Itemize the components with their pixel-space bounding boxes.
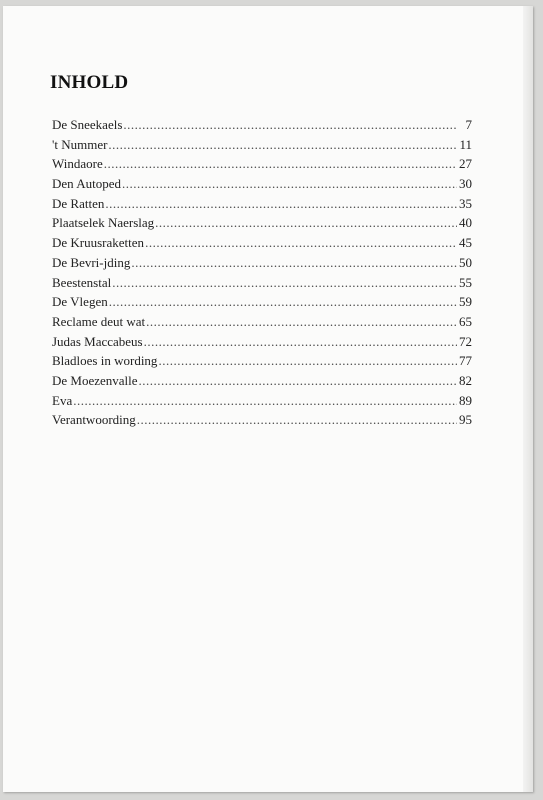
toc-entry-title: De Bevri-jding xyxy=(52,254,131,270)
toc-entry-title: De Vlegen xyxy=(52,294,108,310)
toc-entry-title: De Moezenvalle xyxy=(52,372,138,388)
toc-entry-title: Den Autoped xyxy=(52,176,121,192)
dot-leader xyxy=(155,215,457,231)
dot-leader xyxy=(145,235,457,251)
toc-entry-title: De Kruusraketten xyxy=(52,235,145,251)
toc-entry-title: Windaore xyxy=(52,156,103,172)
toc-entry-title: Reclame deut wat xyxy=(52,313,146,329)
toc-entry-page: 55 xyxy=(459,274,472,290)
dot-leader xyxy=(123,117,457,133)
dot-leader xyxy=(122,176,457,192)
toc-entry-title: 't Nummer xyxy=(52,136,108,152)
toc-entry-title: Bladloes in wording xyxy=(52,353,158,369)
dot-leader xyxy=(73,393,457,409)
toc-entry xyxy=(52,412,472,432)
toc-entry-title: Beestenstal xyxy=(52,274,112,290)
toc-entry xyxy=(52,373,472,393)
toc-entry-title: Verantwoording xyxy=(52,412,136,428)
toc-entry xyxy=(52,215,472,235)
toc-entry xyxy=(52,137,472,157)
toc-entry xyxy=(52,353,472,373)
toc-entry-page: 11 xyxy=(459,136,472,152)
toc-entry-page: 45 xyxy=(459,235,472,251)
toc-entry-title: Eva xyxy=(52,392,73,408)
table-of-contents xyxy=(52,117,472,432)
toc-entry-page: 59 xyxy=(459,294,472,310)
toc-entry-title: De Sneekaels xyxy=(52,117,123,132)
toc-entry xyxy=(52,314,472,334)
dot-leader xyxy=(158,353,457,369)
toc-entry-page: 89 xyxy=(459,392,472,408)
toc-entry xyxy=(52,196,472,216)
dot-leader xyxy=(139,373,457,389)
toc-entry xyxy=(52,117,472,137)
toc-entry xyxy=(52,275,472,295)
dot-leader xyxy=(104,156,457,172)
toc-entry-page: 50 xyxy=(459,254,472,270)
toc-entry-title: De Ratten xyxy=(52,195,105,211)
toc-entry-page: 77 xyxy=(459,353,472,369)
dot-leader xyxy=(131,255,457,271)
dot-leader xyxy=(144,334,457,350)
toc-entry-page: 40 xyxy=(459,215,472,231)
dot-leader xyxy=(105,196,457,212)
toc-entry xyxy=(52,334,472,354)
toc-entry-page: 65 xyxy=(459,313,472,329)
toc-entry-page: 30 xyxy=(459,176,472,192)
toc-entry-page: 27 xyxy=(459,156,472,172)
toc-entry-page: 72 xyxy=(459,333,472,349)
toc-entry xyxy=(52,235,472,255)
toc-entry-page: 35 xyxy=(459,195,472,211)
toc-entry xyxy=(52,255,472,275)
dot-leader xyxy=(137,412,457,428)
dot-leader xyxy=(109,294,457,310)
page-title: INHOLD xyxy=(50,72,129,93)
toc-entry-title: Judas Maccabeus xyxy=(52,333,143,349)
page-edge-shadow xyxy=(523,6,533,792)
toc-entry-title: Plaatselek Naerslag xyxy=(52,215,155,231)
toc-entry xyxy=(52,156,472,176)
dot-leader xyxy=(146,314,457,330)
dot-leader xyxy=(112,275,457,291)
toc-entry-page: 82 xyxy=(459,372,472,388)
toc-entry-page: 7 xyxy=(465,117,472,132)
dot-leader xyxy=(108,137,457,153)
toc-entry xyxy=(52,294,472,314)
toc-entry-page: 95 xyxy=(459,412,472,428)
toc-entry xyxy=(52,393,472,413)
toc-entry xyxy=(52,176,472,196)
